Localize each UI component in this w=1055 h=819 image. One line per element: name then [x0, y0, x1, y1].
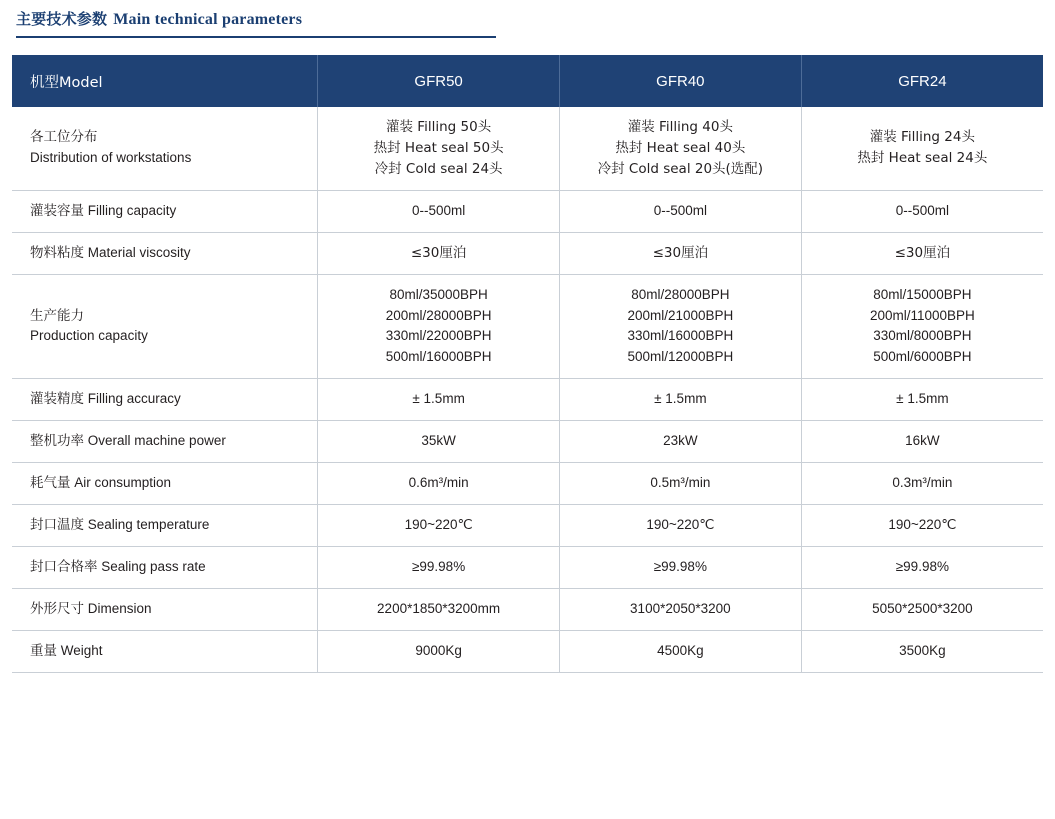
table-row: [12, 463, 1043, 505]
row-label-cn: 封口温度: [30, 517, 84, 534]
column-header-gfr24: GFR24: [801, 55, 1043, 107]
cell-gfr50: 2200*1850*3200mm: [318, 588, 560, 630]
cell-gfr24: ≥99.98%: [801, 546, 1043, 588]
cell-gfr50: 灌装 Filling 50头 热封 Heat seal 50头 冷封 Cold seal 24头: [318, 107, 560, 190]
cell-gfr50: 80ml/35000BPH 200ml/28000BPH 330ml/22000BPH 500ml/16000BPH: [318, 274, 560, 379]
row-label: [12, 463, 318, 505]
page-title-en: Main technical parameters: [113, 11, 303, 28]
row-label-cn: 灌装容量: [30, 202, 84, 219]
row-label-en: Distribution of workstations: [30, 150, 192, 166]
row-label-en: Sealing temperature: [87, 517, 210, 533]
row-label: [12, 630, 318, 672]
cell-gfr40: 23kW: [559, 421, 801, 463]
row-label: [12, 274, 318, 379]
row-label-en: Production capacity: [30, 328, 148, 344]
table-header-row: [12, 55, 1043, 107]
cell-gfr50: 0--500ml: [318, 190, 560, 232]
row-label: [12, 505, 318, 547]
cell-gfr24: 0.3m³/min: [801, 463, 1043, 505]
table-body: [12, 107, 1043, 672]
cell-gfr24: 190~220℃: [801, 505, 1043, 547]
table-row: [12, 190, 1043, 232]
row-label-cn: 物料粘度: [30, 244, 84, 261]
row-label: [12, 379, 318, 421]
cell-gfr50: 9000Kg: [318, 630, 560, 672]
table-row: [12, 379, 1043, 421]
row-label: [12, 421, 318, 463]
row-label-cn: 生产能力: [30, 307, 84, 324]
cell-gfr40: 190~220℃: [559, 505, 801, 547]
cell-gfr40: 0.5m³/min: [559, 463, 801, 505]
section-heading: [12, 0, 1043, 38]
row-label: [12, 588, 318, 630]
table-row: [12, 232, 1043, 274]
column-header-gfr50: GFR50: [318, 55, 560, 107]
cell-gfr50: 35kW: [318, 421, 560, 463]
table-head: [12, 55, 1043, 107]
row-label-en: Air consumption: [74, 475, 172, 491]
cell-gfr24: 16kW: [801, 421, 1043, 463]
row-label-cn: 耗气量: [30, 475, 71, 492]
cell-gfr50: ± 1.5mm: [318, 379, 560, 421]
technical-parameters-table: [12, 55, 1043, 673]
row-label: [12, 546, 318, 588]
cell-gfr24: 灌装 Filling 24头 热封 Heat seal 24头: [801, 107, 1043, 190]
row-label-en: Dimension: [87, 600, 152, 616]
table-row: [12, 421, 1043, 463]
table-row: [12, 107, 1043, 190]
row-label-cn: 整机功率: [30, 433, 84, 450]
cell-gfr24: ± 1.5mm: [801, 379, 1043, 421]
row-label-en: Weight: [60, 642, 103, 658]
cell-gfr40: 0--500ml: [559, 190, 801, 232]
row-label-en: Overall machine power: [87, 433, 226, 449]
row-label-en: Sealing pass rate: [101, 558, 206, 574]
cell-gfr50: 190~220℃: [318, 505, 560, 547]
column-header-gfr40: GFR40: [559, 55, 801, 107]
row-label-en: Filling capacity: [87, 202, 177, 218]
table-row: [12, 274, 1043, 379]
cell-gfr40: 4500Kg: [559, 630, 801, 672]
cell-gfr40: 3100*2050*3200: [559, 588, 801, 630]
cell-gfr24: 3500Kg: [801, 630, 1043, 672]
table-row: [12, 505, 1043, 547]
cell-gfr50: ≥99.98%: [318, 546, 560, 588]
table-row: [12, 546, 1043, 588]
cell-gfr40: 灌装 Filling 40头 热封 Heat seal 40头 冷封 Cold seal 20头(选配): [559, 107, 801, 190]
row-label-en: Filling accuracy: [87, 391, 181, 407]
row-label-cn: 外形尺寸: [30, 600, 84, 617]
row-label-cn: 重量: [30, 642, 57, 659]
page-title-cn: 主要技术参数: [16, 10, 108, 28]
heading-divider: [16, 36, 496, 38]
row-label: [12, 232, 318, 274]
row-label: [12, 107, 318, 190]
row-label-cn: 各工位分布: [30, 129, 98, 146]
table-row: [12, 630, 1043, 672]
row-label-en: Material viscosity: [87, 244, 191, 260]
row-label: [12, 190, 318, 232]
column-header-model: [12, 55, 318, 107]
cell-gfr40: 80ml/28000BPH 200ml/21000BPH 330ml/16000BPH 500ml/12000BPH: [559, 274, 801, 379]
row-label-cn: 封口合格率: [30, 558, 98, 575]
cell-gfr50: 0.6m³/min: [318, 463, 560, 505]
page-title: [16, 8, 1043, 29]
table-row: [12, 588, 1043, 630]
row-label-cn: 灌装精度: [30, 391, 84, 408]
cell-gfr24: 5050*2500*3200: [801, 588, 1043, 630]
cell-gfr24: 80ml/15000BPH 200ml/11000BPH 330ml/8000BPH 500ml/6000BPH: [801, 274, 1043, 379]
cell-gfr40: ≥99.98%: [559, 546, 801, 588]
cell-gfr24: 0--500ml: [801, 190, 1043, 232]
cell-gfr40: ≤30厘泊: [559, 232, 801, 274]
cell-gfr24: ≤30厘泊: [801, 232, 1043, 274]
column-header-model-label: 机型Model: [30, 74, 103, 91]
cell-gfr50: ≤30厘泊: [318, 232, 560, 274]
cell-gfr40: ± 1.5mm: [559, 379, 801, 421]
